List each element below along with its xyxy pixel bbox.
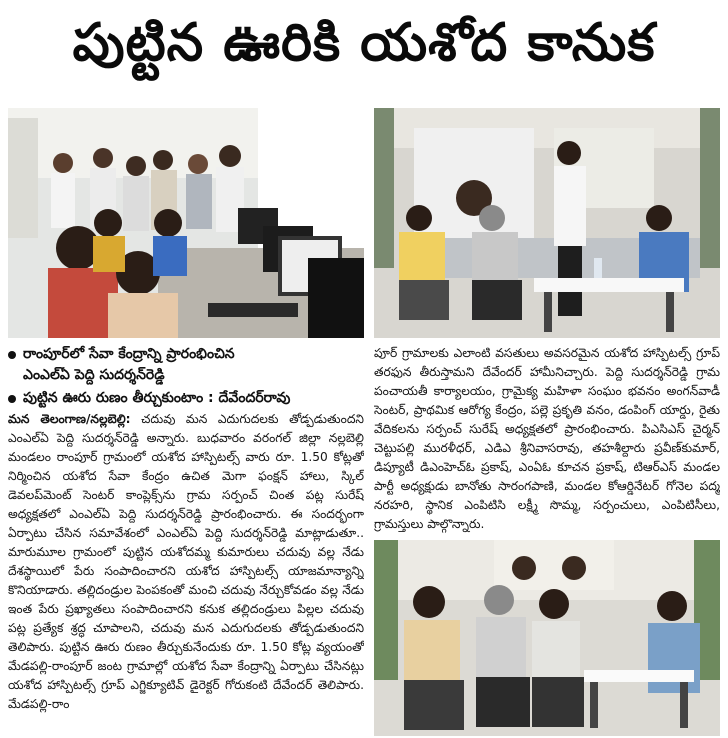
highlights-list <box>6 344 364 409</box>
dateline: మన తెలంగాణ/నల్లబెల్లి: <box>8 412 131 426</box>
highlight-item <box>6 388 364 409</box>
computer-lab-photo <box>8 108 364 338</box>
headline: పుట్టిన ఊరికి యశోద కానుక <box>72 12 656 73</box>
article-text-right: పూర్ గ్రామాలకు ఎలాంటి వసతులు అవసరమైన యశోద హాస్పిటల్స్ గ్రూప్ తరఫున తీరుస్తామని దేవేందర్ హామీనిచ్చారు. పెద్ది సుదర్శన్‌రెడ్డి గ్రామ పంచాయతీ కార్యాలయం, గ్రామైక్య మహిళా సంఘం భవనం అంగన్‌వాడీ సెంటర్, ప్రాథమిక ఆరోగ్య కేంద్రం, పల్లె ప్రకృతి వనం, డంపింగ్ యార్డు, రైతు వేదికలను సర్పంచ్ సురేష్ అధ్యక్షతలో ప్రారంభించారు. పిఎసిఎస్ చైర్మన్ చెట్టుపల్లి మురళీధర్, ఎడిఎ శ్రీనివాసరావు, తహశీల్దారు ప్రవీణ్‌కుమార్, డిప్యూటీ డిఎంహెచ్‌ఓ ప్రకాష్, ఎంఏఓ కూచన ప్రకాష్, టిఆర్‌ఎస్ మండల పార్టీ అధ్యక్షుడు బానోతు సారంగపాణి, మండల కోఆర్డినేటర్ గోనెల పద్మ నరహరి, స్థానిక ఎంపిటిసి లక్ష్మీ సొమ్మ, సర్పంచులు, ఎంపిటిసీలు, గ్రామస్తులు పాల్గొన్నారు. <box>374 346 720 531</box>
article-body-left <box>8 410 364 738</box>
highlight-line: పుట్టిన ఊరు రుణం తీర్చుకుంటాం : దేవేందర్‌రావు <box>23 390 291 406</box>
highlight-line: ఎంఎల్‌ఏ పెద్ది సుదర్శన్‌రెడ్డి <box>23 367 165 383</box>
guests-seated-photo <box>374 540 720 736</box>
article-body-right <box>374 344 720 534</box>
bullet-icon <box>8 395 16 403</box>
highlight-line: రాంపూర్‌లో సేవా కేంద్రాన్ని ప్రారంభించిన <box>23 346 235 362</box>
article-text-left: చదువు మన ఎదుగుదలకు తోడ్పడుతుందని ఎంఎల్‌ఏ పెద్ది సుదర్శన్‌రెడ్డి అన్నారు. బుధవారం వరంగల్ జిల్లా నల్లబెల్లి మండలం రాంపూర్ గ్రామంలో యశోద హాస్పిటల్స్ వారు రూ. 1.50 కోట్లతో నిర్మించిన యశోద సేవా కేంద్రం ఉచిత మెగా ఫంక్షన్ హాలు, స్కిల్ డెవలప్‌మెంట్ సెంటర్ కాంప్లెక్స్‌ను గ్రామ సర్పంచ్ చింత పట్ల సురేష్ అధ్యక్షతలో ఎంఎల్‌ఏ పెద్ది సుదర్శన్‌రెడ్డి ప్రారంభించారు. ఈ సందర్భంగా ఏర్పాటు చేసిన సమావేశంలో ఎంఎల్‌ఏ పెద్ది సుదర్శన్‌రెడ్డి మాట్లాడుతూ.. మారుమూల గ్రామంలో పుట్టిన యశోదమ్మ కుమారులు చదువు వల్ల నేడు దేశస్థాయిలో పేరు సంపాదించారని యశోద హాస్పిటల్స్ యాజమాన్యాన్ని కొనియాడారు. తల్లిదండ్రుల పెంపకంతో మంచి చదువు నేర్చుకోవడం వల్ల నేడు ఇంత పేరు ప్రఖ్యాతలు సంపాదించారని కనుక తల్లిదండ్రులు పిల్లల చదువు పట్ల ప్రత్యేక శ్రద్ధ చూపాలని, చదువు మన ఎదుగుదలకు తోడ్పడుతుందని తెలిపారు. పుట్టిన ఊరు రుణం తీర్చుకునేందుకు రూ. 1.50 కోట్ల వ్యయంతో మేడపల్లి-రాంపూర్ జంట గ్రామాల్లో యశోద సేవా కేంద్రాన్ని ఏర్పాటు చేసినట్లు యశోద హాస్పిటల్స్ గ్రూప్ ఎగ్జిక్యూటివ్ డైరెక్టర్ గోరుకంటి దేవేందర్ తెలిపారు. మేడపల్లి-రాం <box>8 412 364 711</box>
highlight-item <box>6 344 364 386</box>
stage-meeting-photo <box>374 108 720 338</box>
bullet-icon <box>8 351 16 359</box>
